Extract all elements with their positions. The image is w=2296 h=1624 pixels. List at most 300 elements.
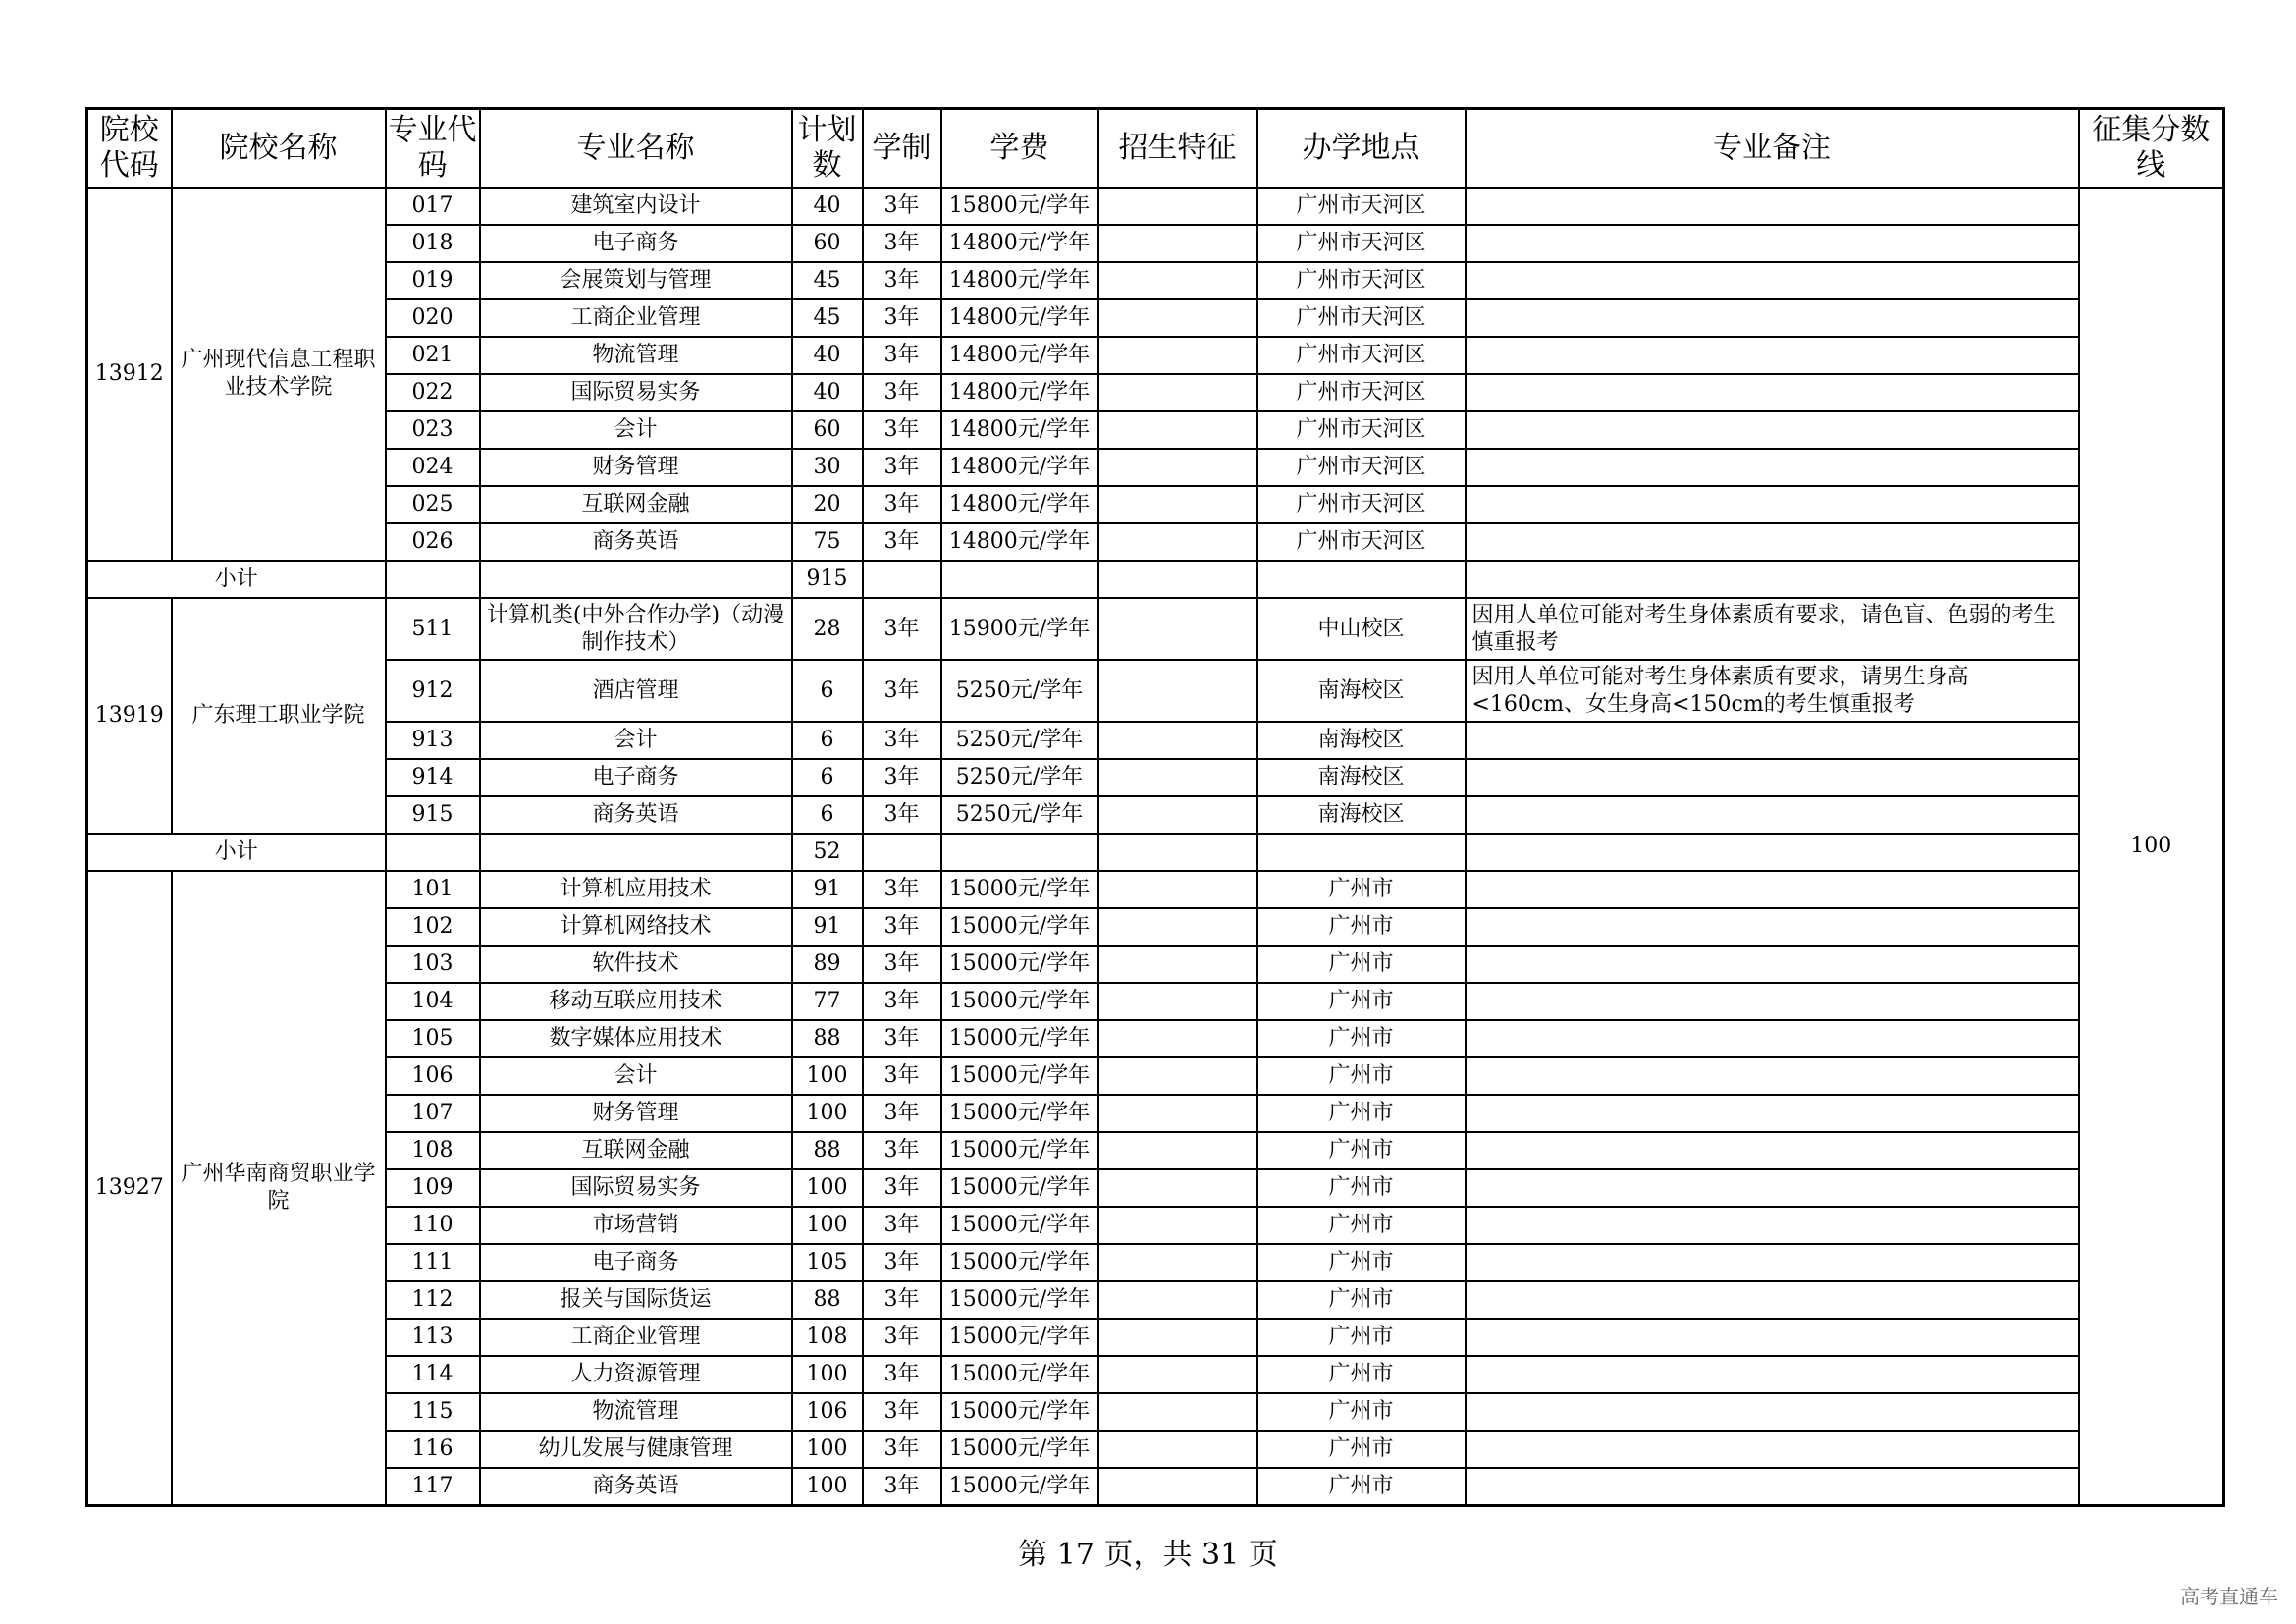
- location-cell: 广州市: [1257, 1281, 1466, 1319]
- location-cell: 广州市: [1257, 1244, 1466, 1281]
- fee-cell: 15000元/学年: [941, 908, 1098, 946]
- location-cell: 广州市天河区: [1257, 299, 1466, 337]
- remarks-cell: [1466, 871, 2079, 908]
- plan-cell: 60: [792, 411, 863, 449]
- major-name-cell: 计算机网络技术: [480, 908, 792, 946]
- plan-cell: 89: [792, 946, 863, 983]
- major-code-cell: 511: [386, 598, 480, 660]
- fee-cell: 14800元/学年: [941, 225, 1098, 262]
- fee-cell: 14800元/学年: [941, 523, 1098, 561]
- major-code-cell: 019: [386, 262, 480, 299]
- fee-cell: 5250元/学年: [941, 796, 1098, 834]
- feature-cell: [1098, 1468, 1257, 1505]
- table-row: [87, 523, 2224, 561]
- major-name-cell: 互联网金融: [480, 486, 792, 523]
- major-name-cell: 工商企业管理: [480, 299, 792, 337]
- location-cell: 广州市: [1257, 871, 1466, 908]
- feature-cell: [1098, 1281, 1257, 1319]
- major-name-cell: 会计: [480, 1057, 792, 1095]
- fee-cell: 15000元/学年: [941, 1393, 1098, 1431]
- table-row: [87, 486, 2224, 523]
- fee-cell: 15900元/学年: [941, 598, 1098, 660]
- fee-cell: 15000元/学年: [941, 1057, 1098, 1095]
- remarks-cell: 因用人单位可能对考生身体素质有要求，请男生身高<160cm、女生身高<150cm的考生慎重报考: [1466, 660, 2079, 722]
- table-row: [87, 1393, 2224, 1431]
- major-name-cell: 计算机类(中外合作办学)（动漫制作技术）: [480, 598, 792, 660]
- table-row: [87, 908, 2224, 946]
- plan-cell: 40: [792, 188, 863, 225]
- major-code-cell: 104: [386, 983, 480, 1020]
- plan-cell: 108: [792, 1319, 863, 1356]
- plan-cell: 45: [792, 262, 863, 299]
- fee-cell: 15800元/学年: [941, 188, 1098, 225]
- duration-cell: 3年: [863, 908, 941, 946]
- duration-cell: 3年: [863, 1319, 941, 1356]
- location-cell: 广州市: [1257, 946, 1466, 983]
- major-name-cell: 幼儿发展与健康管理: [480, 1431, 792, 1468]
- fee-cell: 14800元/学年: [941, 486, 1098, 523]
- remarks-cell: [1466, 1020, 2079, 1057]
- location-cell: 广州市: [1257, 1132, 1466, 1169]
- major-name-cell: 会计: [480, 411, 792, 449]
- duration-cell: 3年: [863, 299, 941, 337]
- location-cell: 广州市: [1257, 1356, 1466, 1393]
- table-row: [87, 946, 2224, 983]
- remarks-cell: [1466, 1244, 2079, 1281]
- major-code-cell: 113: [386, 1319, 480, 1356]
- feature-cell: [1098, 759, 1257, 796]
- major-code-cell: 117: [386, 1468, 480, 1505]
- plan-cell: 106: [792, 1393, 863, 1431]
- table-row: [87, 1356, 2224, 1393]
- major-code-cell: 109: [386, 1169, 480, 1207]
- table-row: [87, 1431, 2224, 1468]
- duration-cell: 3年: [863, 1169, 941, 1207]
- fee-cell: 15000元/学年: [941, 1244, 1098, 1281]
- duration-cell: 3年: [863, 1468, 941, 1505]
- remarks-cell: [1466, 1057, 2079, 1095]
- subtotal-value: 915: [792, 561, 863, 598]
- empty-cell: [1466, 561, 2079, 598]
- major-code-cell: 107: [386, 1095, 480, 1132]
- duration-cell: 3年: [863, 411, 941, 449]
- remarks-cell: [1466, 188, 2079, 225]
- major-name-cell: 商务英语: [480, 523, 792, 561]
- location-cell: 广州市: [1257, 1095, 1466, 1132]
- major-name-cell: 商务英语: [480, 1468, 792, 1505]
- fee-cell: 14800元/学年: [941, 337, 1098, 374]
- header-remarks: 专业备注: [1466, 109, 2079, 189]
- major-name-cell: 报关与国际货运: [480, 1281, 792, 1319]
- empty-cell: [480, 834, 792, 871]
- duration-cell: 3年: [863, 1356, 941, 1393]
- plan-cell: 100: [792, 1095, 863, 1132]
- fee-cell: 15000元/学年: [941, 1431, 1098, 1468]
- remarks-cell: [1466, 411, 2079, 449]
- duration-cell: 3年: [863, 598, 941, 660]
- duration-cell: 3年: [863, 759, 941, 796]
- plan-cell: 40: [792, 374, 863, 411]
- plan-cell: 45: [792, 299, 863, 337]
- feature-cell: [1098, 983, 1257, 1020]
- feature-cell: [1098, 1169, 1257, 1207]
- feature-cell: [1098, 262, 1257, 299]
- empty-cell: [863, 834, 941, 871]
- major-code-cell: 112: [386, 1281, 480, 1319]
- table-row: [87, 871, 2224, 908]
- table-body: [87, 188, 2224, 1505]
- fee-cell: 15000元/学年: [941, 1020, 1098, 1057]
- major-code-cell: 110: [386, 1207, 480, 1244]
- duration-cell: 3年: [863, 796, 941, 834]
- table-row: [87, 759, 2224, 796]
- duration-cell: 3年: [863, 1431, 941, 1468]
- plan-cell: 100: [792, 1356, 863, 1393]
- duration-cell: 3年: [863, 1393, 941, 1431]
- feature-cell: [1098, 299, 1257, 337]
- location-cell: 南海校区: [1257, 722, 1466, 759]
- plan-cell: 6: [792, 722, 863, 759]
- remarks-cell: [1466, 523, 2079, 561]
- plan-cell: 100: [792, 1468, 863, 1505]
- plan-cell: 100: [792, 1057, 863, 1095]
- school-name-cell: 广东理工职业学院: [172, 598, 386, 834]
- watermark: 高考直通车: [2180, 1585, 2278, 1608]
- location-cell: 广州市: [1257, 1207, 1466, 1244]
- location-cell: 广州市: [1257, 1468, 1466, 1505]
- major-name-cell: 商务英语: [480, 796, 792, 834]
- major-code-cell: 017: [386, 188, 480, 225]
- duration-cell: 3年: [863, 722, 941, 759]
- empty-cell: [863, 561, 941, 598]
- duration-cell: 3年: [863, 1057, 941, 1095]
- major-code-cell: 912: [386, 660, 480, 722]
- duration-cell: 3年: [863, 660, 941, 722]
- feature-cell: [1098, 1356, 1257, 1393]
- major-name-cell: 酒店管理: [480, 660, 792, 722]
- duration-cell: 3年: [863, 1132, 941, 1169]
- header-row: [87, 109, 2224, 189]
- fee-cell: 5250元/学年: [941, 722, 1098, 759]
- remarks-cell: [1466, 1281, 2079, 1319]
- fee-cell: 15000元/学年: [941, 983, 1098, 1020]
- location-cell: 广州市: [1257, 1020, 1466, 1057]
- subtotal-label: 小计: [87, 834, 386, 871]
- remarks-cell: [1466, 337, 2079, 374]
- empty-cell: [1257, 834, 1466, 871]
- location-cell: 广州市天河区: [1257, 411, 1466, 449]
- remarks-cell: [1466, 225, 2079, 262]
- header-location: 办学地点: [1257, 109, 1466, 189]
- major-name-cell: 人力资源管理: [480, 1356, 792, 1393]
- empty-cell: [1098, 834, 1257, 871]
- plan-cell: 40: [792, 337, 863, 374]
- feature-cell: [1098, 908, 1257, 946]
- duration-cell: 3年: [863, 188, 941, 225]
- feature-cell: [1098, 1057, 1257, 1095]
- duration-cell: 3年: [863, 1207, 941, 1244]
- score-line-cell: 100: [2079, 188, 2224, 1505]
- feature-cell: [1098, 1244, 1257, 1281]
- duration-cell: 3年: [863, 1244, 941, 1281]
- plan-cell: 105: [792, 1244, 863, 1281]
- remarks-cell: [1466, 449, 2079, 486]
- plan-cell: 6: [792, 660, 863, 722]
- major-code-cell: 025: [386, 486, 480, 523]
- fee-cell: 14800元/学年: [941, 262, 1098, 299]
- fee-cell: 15000元/学年: [941, 1281, 1098, 1319]
- feature-cell: [1098, 411, 1257, 449]
- feature-cell: [1098, 598, 1257, 660]
- plan-cell: 88: [792, 1020, 863, 1057]
- major-name-cell: 电子商务: [480, 225, 792, 262]
- location-cell: 南海校区: [1257, 660, 1466, 722]
- table-row: [87, 411, 2224, 449]
- plan-cell: 20: [792, 486, 863, 523]
- location-cell: 中山校区: [1257, 598, 1466, 660]
- table-row: [87, 188, 2224, 225]
- feature-cell: [1098, 1431, 1257, 1468]
- location-cell: 广州市: [1257, 1431, 1466, 1468]
- major-name-cell: 财务管理: [480, 449, 792, 486]
- major-name-cell: 市场营销: [480, 1207, 792, 1244]
- remarks-cell: [1466, 908, 2079, 946]
- major-code-cell: 021: [386, 337, 480, 374]
- plan-cell: 6: [792, 796, 863, 834]
- location-cell: 广州市: [1257, 908, 1466, 946]
- major-name-cell: 会计: [480, 722, 792, 759]
- admission-table: [85, 107, 2225, 1507]
- feature-cell: [1098, 1020, 1257, 1057]
- location-cell: 广州市天河区: [1257, 337, 1466, 374]
- remarks-cell: [1466, 1169, 2079, 1207]
- table-row: [87, 1095, 2224, 1132]
- major-code-cell: 026: [386, 523, 480, 561]
- school-code-cell: 13927: [87, 871, 172, 1505]
- table-row: [87, 225, 2224, 262]
- feature-cell: [1098, 660, 1257, 722]
- remarks-cell: [1466, 1095, 2079, 1132]
- table-row: [87, 1244, 2224, 1281]
- duration-cell: 3年: [863, 337, 941, 374]
- school-name-cell: 广州现代信息工程职业技术学院: [172, 188, 386, 561]
- duration-cell: 3年: [863, 1095, 941, 1132]
- plan-cell: 100: [792, 1207, 863, 1244]
- empty-cell: [1257, 561, 1466, 598]
- feature-cell: [1098, 946, 1257, 983]
- remarks-cell: [1466, 1468, 2079, 1505]
- duration-cell: 3年: [863, 1281, 941, 1319]
- fee-cell: 15000元/学年: [941, 1132, 1098, 1169]
- location-cell: 广州市: [1257, 1319, 1466, 1356]
- table-row: [87, 1207, 2224, 1244]
- empty-cell: [1466, 834, 2079, 871]
- location-cell: 南海校区: [1257, 759, 1466, 796]
- duration-cell: 3年: [863, 225, 941, 262]
- fee-cell: 15000元/学年: [941, 1468, 1098, 1505]
- remarks-cell: [1466, 796, 2079, 834]
- major-name-cell: 电子商务: [480, 759, 792, 796]
- remarks-cell: [1466, 983, 2079, 1020]
- fee-cell: 15000元/学年: [941, 871, 1098, 908]
- location-cell: 广州市天河区: [1257, 449, 1466, 486]
- location-cell: 广州市: [1257, 1169, 1466, 1207]
- school-code-cell: 13919: [87, 598, 172, 834]
- plan-cell: 28: [792, 598, 863, 660]
- subtotal-value: 52: [792, 834, 863, 871]
- major-name-cell: 物流管理: [480, 337, 792, 374]
- table-row: [87, 983, 2224, 1020]
- location-cell: 广州市天河区: [1257, 225, 1466, 262]
- table-row: [87, 449, 2224, 486]
- plan-cell: 100: [792, 1169, 863, 1207]
- table-row: [87, 1319, 2224, 1356]
- remarks-cell: 因用人单位可能对考生身体素质有要求，请色盲、色弱的考生慎重报考: [1466, 598, 2079, 660]
- subtotal-label: 小计: [87, 561, 386, 598]
- feature-cell: [1098, 225, 1257, 262]
- fee-cell: 15000元/学年: [941, 1356, 1098, 1393]
- major-code-cell: 101: [386, 871, 480, 908]
- feature-cell: [1098, 1393, 1257, 1431]
- header-plan: 计划数: [792, 109, 863, 189]
- table-row: [87, 262, 2224, 299]
- major-code-cell: 116: [386, 1431, 480, 1468]
- table-row: [87, 1132, 2224, 1169]
- duration-cell: 3年: [863, 486, 941, 523]
- table-row: [87, 1169, 2224, 1207]
- location-cell: 南海校区: [1257, 796, 1466, 834]
- table-row: [87, 660, 2224, 722]
- feature-cell: [1098, 722, 1257, 759]
- fee-cell: 14800元/学年: [941, 374, 1098, 411]
- plan-cell: 6: [792, 759, 863, 796]
- major-name-cell: 计算机应用技术: [480, 871, 792, 908]
- duration-cell: 3年: [863, 1020, 941, 1057]
- major-name-cell: 互联网金融: [480, 1132, 792, 1169]
- table-row: [87, 1057, 2224, 1095]
- plan-cell: 77: [792, 983, 863, 1020]
- major-name-cell: 工商企业管理: [480, 1319, 792, 1356]
- location-cell: 广州市天河区: [1257, 188, 1466, 225]
- location-cell: 广州市: [1257, 1393, 1466, 1431]
- feature-cell: [1098, 374, 1257, 411]
- fee-cell: 5250元/学年: [941, 660, 1098, 722]
- remarks-cell: [1466, 1431, 2079, 1468]
- major-code-cell: 111: [386, 1244, 480, 1281]
- table-row: [87, 1468, 2224, 1505]
- header-fee: 学费: [941, 109, 1098, 189]
- remarks-cell: [1466, 1132, 2079, 1169]
- major-code-cell: 114: [386, 1356, 480, 1393]
- feature-cell: [1098, 1095, 1257, 1132]
- fee-cell: 15000元/学年: [941, 1207, 1098, 1244]
- plan-cell: 88: [792, 1281, 863, 1319]
- plan-cell: 91: [792, 871, 863, 908]
- school-code-cell: 13912: [87, 188, 172, 561]
- remarks-cell: [1466, 1356, 2079, 1393]
- remarks-cell: [1466, 722, 2079, 759]
- fee-cell: 14800元/学年: [941, 299, 1098, 337]
- major-name-cell: 会展策划与管理: [480, 262, 792, 299]
- feature-cell: [1098, 486, 1257, 523]
- feature-cell: [1098, 337, 1257, 374]
- major-code-cell: 106: [386, 1057, 480, 1095]
- remarks-cell: [1466, 486, 2079, 523]
- remarks-cell: [1466, 1393, 2079, 1431]
- plan-cell: 30: [792, 449, 863, 486]
- header-major-name: 专业名称: [480, 109, 792, 189]
- empty-cell: [941, 561, 1098, 598]
- feature-cell: [1098, 523, 1257, 561]
- feature-cell: [1098, 449, 1257, 486]
- table-row: [87, 796, 2224, 834]
- school-name-cell: 广州华南商贸职业学院: [172, 871, 386, 1505]
- major-code-cell: 105: [386, 1020, 480, 1057]
- major-code-cell: 020: [386, 299, 480, 337]
- header-duration: 学制: [863, 109, 941, 189]
- feature-cell: [1098, 1319, 1257, 1356]
- major-code-cell: 915: [386, 796, 480, 834]
- location-cell: 广州市: [1257, 983, 1466, 1020]
- remarks-cell: [1466, 946, 2079, 983]
- major-name-cell: 建筑室内设计: [480, 188, 792, 225]
- plan-cell: 91: [792, 908, 863, 946]
- major-name-cell: 软件技术: [480, 946, 792, 983]
- plan-cell: 60: [792, 225, 863, 262]
- remarks-cell: [1466, 759, 2079, 796]
- fee-cell: 14800元/学年: [941, 411, 1098, 449]
- plan-cell: 88: [792, 1132, 863, 1169]
- subtotal-row: [87, 561, 2224, 598]
- location-cell: 广州市: [1257, 1057, 1466, 1095]
- major-code-cell: 024: [386, 449, 480, 486]
- fee-cell: 14800元/学年: [941, 449, 1098, 486]
- empty-cell: [941, 834, 1098, 871]
- table-row: [87, 299, 2224, 337]
- major-name-cell: 国际贸易实务: [480, 1169, 792, 1207]
- duration-cell: 3年: [863, 374, 941, 411]
- feature-cell: [1098, 1132, 1257, 1169]
- header-school-code: 院校代码: [87, 109, 172, 189]
- plan-cell: 100: [792, 1431, 863, 1468]
- plan-cell: 75: [792, 523, 863, 561]
- major-code-cell: 108: [386, 1132, 480, 1169]
- location-cell: 广州市天河区: [1257, 262, 1466, 299]
- table-row: [87, 337, 2224, 374]
- page-number: 第 17 页，共 31 页: [1018, 1538, 1278, 1572]
- feature-cell: [1098, 188, 1257, 225]
- feature-cell: [1098, 796, 1257, 834]
- major-name-cell: 国际贸易实务: [480, 374, 792, 411]
- duration-cell: 3年: [863, 871, 941, 908]
- remarks-cell: [1466, 299, 2079, 337]
- major-name-cell: 物流管理: [480, 1393, 792, 1431]
- duration-cell: 3年: [863, 449, 941, 486]
- fee-cell: 5250元/学年: [941, 759, 1098, 796]
- major-code-cell: 102: [386, 908, 480, 946]
- remarks-cell: [1466, 1207, 2079, 1244]
- header-major-code: 专业代码: [386, 109, 480, 189]
- major-code-cell: 914: [386, 759, 480, 796]
- header-score-line: 征集分数线: [2079, 109, 2224, 189]
- location-cell: 广州市天河区: [1257, 523, 1466, 561]
- fee-cell: 15000元/学年: [941, 1319, 1098, 1356]
- duration-cell: 3年: [863, 523, 941, 561]
- location-cell: 广州市天河区: [1257, 486, 1466, 523]
- feature-cell: [1098, 871, 1257, 908]
- major-code-cell: 103: [386, 946, 480, 983]
- fee-cell: 15000元/学年: [941, 1095, 1098, 1132]
